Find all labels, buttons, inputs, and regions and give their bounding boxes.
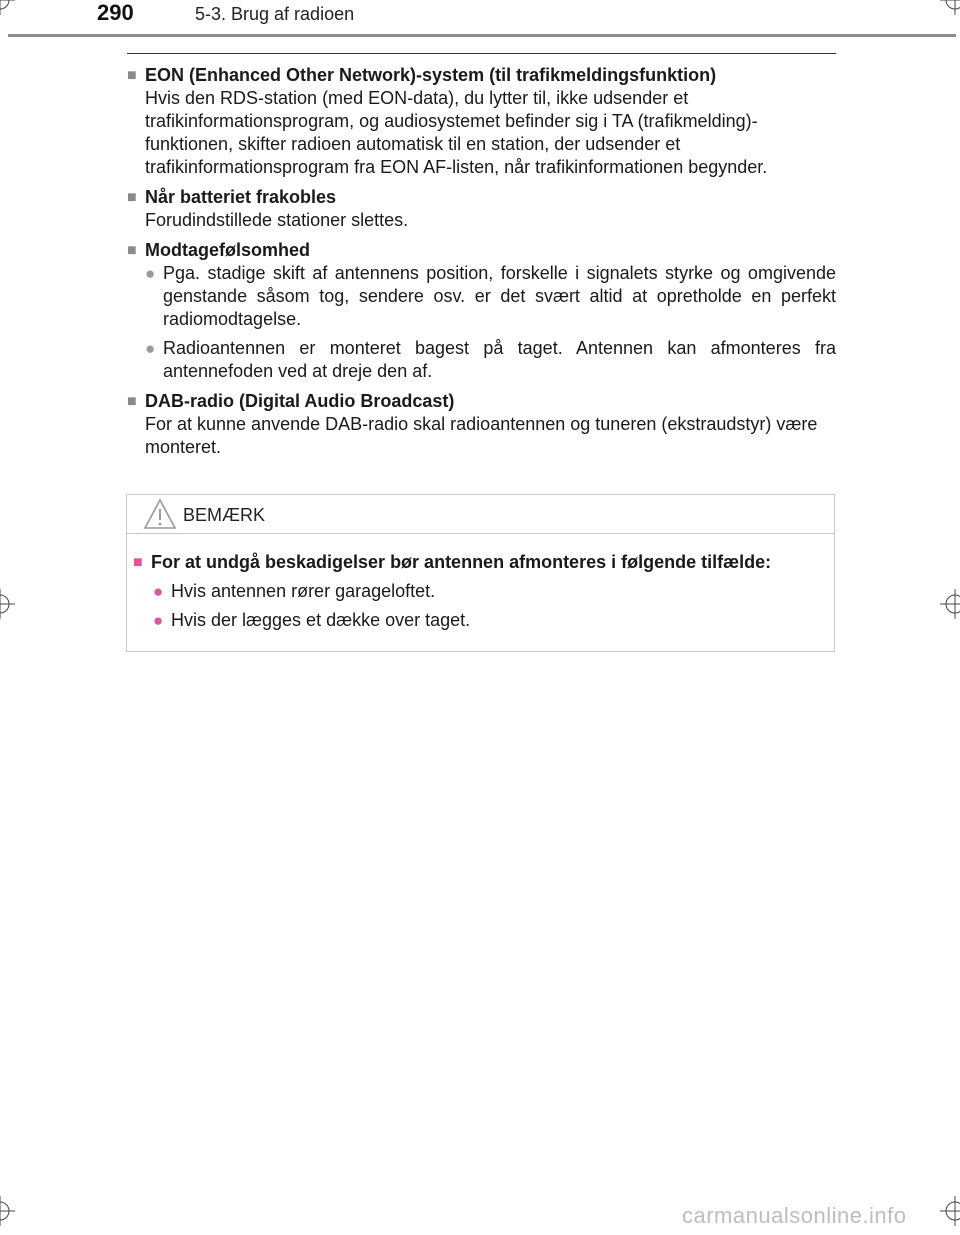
heading-text: Når batteriet frakobles — [145, 187, 337, 207]
crop-mark-icon — [0, 589, 15, 619]
watermark: carmanualsonline.info — [682, 1203, 907, 1228]
square-bullet: ■ — [127, 189, 137, 206]
crop-mark-icon — [0, 0, 15, 15]
notice-body — [127, 534, 834, 632]
heading-text: DAB-radio (Digital Audio Broadcast) — [145, 391, 455, 411]
notice-box — [126, 494, 835, 652]
section-heading — [127, 186, 836, 209]
dot-bullet: ● — [145, 264, 156, 283]
section-eon — [127, 64, 836, 179]
square-bullet: ■ — [127, 242, 137, 259]
section-battery — [127, 186, 836, 232]
list-item — [127, 262, 836, 331]
notice-title: BEMÆRK — [183, 504, 266, 525]
dot-bullet: ● — [153, 582, 164, 601]
section-heading — [127, 64, 836, 87]
list-item — [133, 580, 828, 603]
section-dab — [127, 390, 836, 459]
heading-text: For at undgå beskadigelser bør antennen afmonteres i følgende tilfælde: — [151, 552, 772, 572]
warning-triangle-icon — [143, 498, 177, 530]
heading-text: EON (Enhanced Other Network)-system (til trafikmeldingsfunktion) — [145, 65, 717, 85]
bullet-text: Hvis der lægges et dække over taget. — [171, 610, 471, 630]
dot-bullet: ● — [145, 339, 156, 358]
main-content — [127, 64, 836, 466]
crop-mark-icon — [940, 589, 960, 619]
notice-header — [127, 495, 834, 534]
crop-mark-icon — [940, 1196, 960, 1226]
notice-heading — [133, 551, 828, 574]
section-title: 5-3. Brug af radioen — [195, 4, 355, 24]
dot-bullet: ● — [153, 611, 164, 630]
square-bullet: ■ — [127, 393, 137, 410]
list-item — [127, 337, 836, 383]
content-rule — [127, 53, 836, 54]
section-text: For at kunne anvende DAB-radio skal radioantennen og tuneren (ekstraudstyr) være monteret. — [145, 414, 818, 457]
bullet-text: Pga. stadige skift af antennens position, forskelle i signalets styrke og omgivende genstande såsom tog, sendere osv. er det svært altid at opretholde en perfekt radiomodtagelse. — [163, 263, 836, 329]
section-heading — [127, 239, 836, 262]
section-heading — [127, 390, 836, 413]
bullet-text: Radioantennen er monteret bagest på taget. Antennen kan afmonteres fra antennefoden ved at dreje den af. — [163, 338, 836, 381]
crop-mark-icon — [940, 0, 960, 15]
crop-mark-icon — [0, 1196, 15, 1226]
section-text: Forudindstillede stationer slettes. — [145, 210, 409, 230]
bullet-text: Hvis antennen rører garageloftet. — [171, 581, 436, 601]
square-bullet: ■ — [127, 67, 137, 84]
page-number: 290 — [97, 0, 134, 25]
header-rule — [8, 34, 956, 37]
heading-text: Modtagefølsomhed — [145, 240, 310, 260]
section-reception — [127, 239, 836, 383]
list-item — [133, 609, 828, 632]
section-text: Hvis den RDS-station (med EON-data), du lytter til, ikke udsender et trafikinformationsprogram, og audiosystemet befinder sig i TA (trafikmelding)-funktionen, skifter radioen automatisk til en station, der udsender et trafikinformationsprogram fra EON AF-listen, når trafikinformationen begynder. — [145, 88, 768, 177]
square-bullet: ■ — [133, 554, 143, 571]
